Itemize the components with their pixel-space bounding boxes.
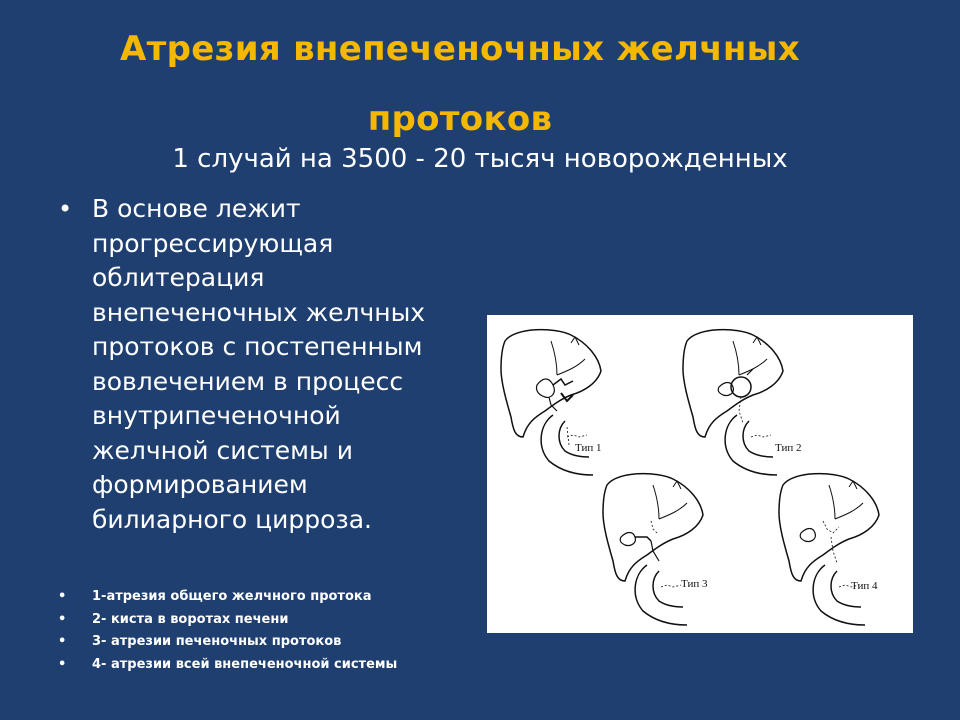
types-list	[58, 586, 478, 676]
slide-subtitle: 1 случай на 3500 - 20 тысяч новорожденных	[172, 144, 788, 174]
list-item	[58, 631, 478, 654]
bullet-icon: •	[58, 611, 67, 627]
slide-title-line-2: протоков	[367, 99, 553, 139]
type-1-label: Тип 1	[575, 442, 602, 454]
list-item	[58, 609, 478, 632]
list-item-text: 1-атрезия общего желчного протока	[92, 589, 372, 604]
list-item	[58, 586, 478, 609]
list-item-text: 3- атрезии печеночных протоков	[92, 634, 342, 649]
bullet-icon: •	[58, 195, 73, 223]
type-3-drawing	[603, 474, 703, 625]
atresia-types-diagram	[487, 315, 913, 633]
atresia-types-figure	[487, 315, 913, 633]
list-item	[58, 654, 478, 677]
type-3-label: Тип 3	[681, 578, 708, 590]
slide-title-line-1: Атрезия внепеченочных желчных	[120, 29, 800, 69]
bullet-icon: •	[58, 634, 67, 649]
bullet-icon: •	[58, 589, 67, 604]
list-item-text: 4- атрезии всей внепеченочной системы	[92, 656, 398, 672]
slide-title	[60, 14, 860, 154]
type-4-drawing	[779, 474, 879, 625]
bullet-icon: •	[58, 656, 67, 672]
type-2-label: Тип 2	[775, 442, 802, 454]
list-item-text: 2- киста в воротах печени	[92, 611, 289, 627]
main-bullet-text: В основе лежит прогрессирующая облитерация внепеченочных желчных протоков с постепенным вовлечением в процесс внутрипеченочной желчной системы и формированием билиарного цирроза.	[92, 194, 426, 534]
type-4-label: Тип 4	[851, 580, 878, 592]
main-bullet	[58, 192, 478, 537]
type-2-drawing	[683, 330, 783, 475]
